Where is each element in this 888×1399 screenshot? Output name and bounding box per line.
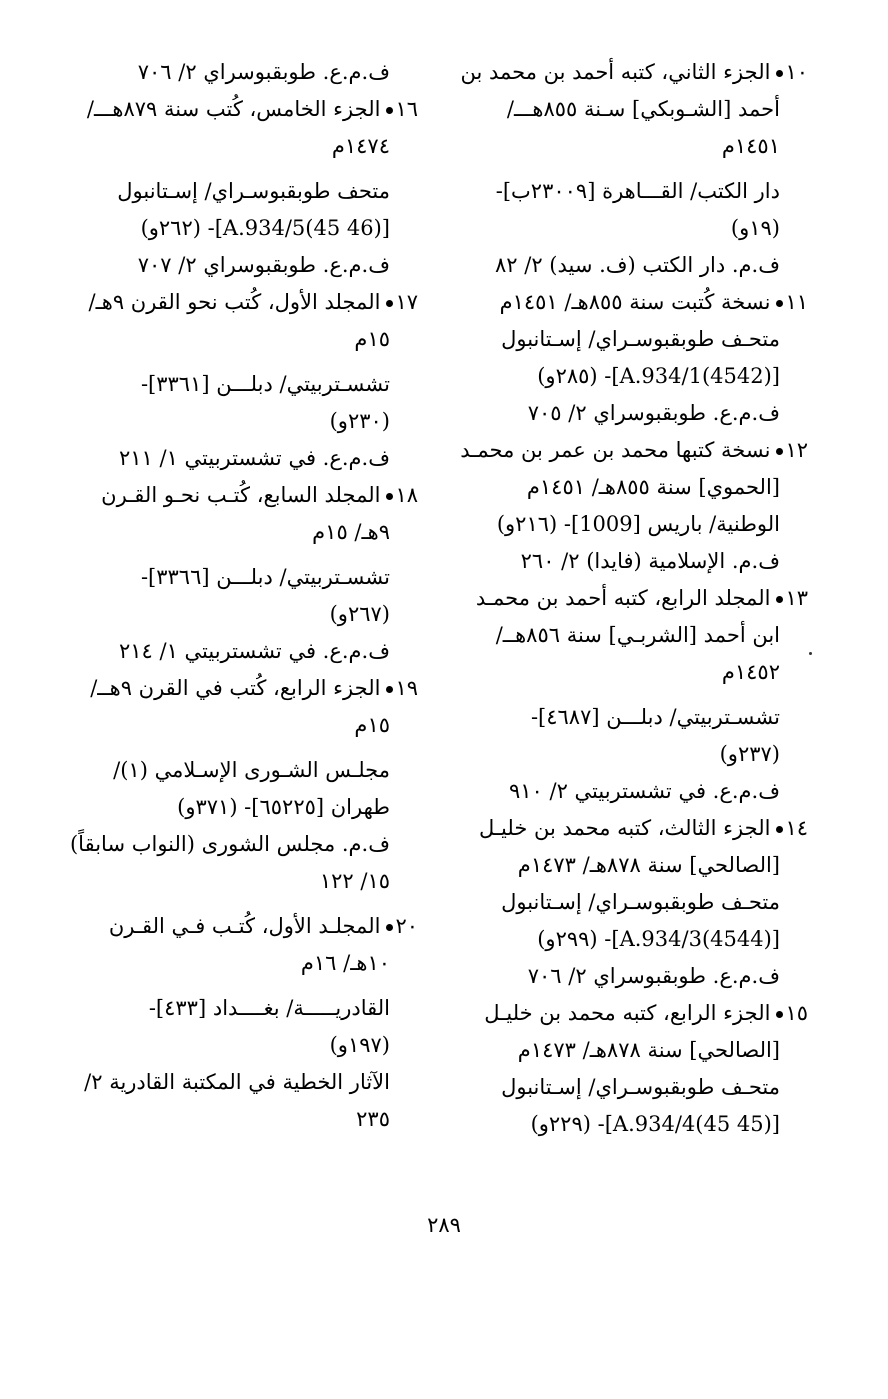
entry-line: الجزء الرابع، كُتب في القرن ٩هــ/ [90,676,381,700]
scan-speck [809,652,812,655]
entry-line: [الصالحي] سنة ٨٧٨هـ/ ١٤٧٣م [517,853,780,877]
entry-line: ١٤٥٢م [721,660,780,684]
bullet-icon [776,300,783,307]
entry-line: ف.م.ع. طوبقبوسراي ٢/ ٧٠٦ [527,964,780,988]
entry-line: (١٩٧و) [329,1033,390,1057]
entry-line: ١٥م [354,327,390,351]
entry-number: ١٩ [395,676,418,700]
entry-line: ١٥/ ١٢٢ [319,869,390,893]
entry-line: الجزء الثالث، كتبه محمد بن خليـل [478,816,771,840]
catalog-entry-13 [448,580,808,810]
bullet-icon [776,1011,783,1018]
entry-line: الجزء الثاني، كتبه أحمد بن محمد بن [460,60,771,84]
entry-line: المجلد الأول، كُتب نحو القرن ٩هـ/ [88,290,381,314]
entry-line: (٢٣٧و) [719,742,780,766]
entry-line: متحـف طوبقبوسـراي/ إسـتانبول [501,890,780,914]
entry-line: الآثار الخطية في المكتبة القادرية ٢/ [84,1070,390,1094]
entry-number: ١٣ [785,586,808,610]
entry-line: ١٤٥١م [721,134,780,158]
catalog-entry-17 [73,284,418,477]
entry-number: ١٧ [395,290,418,314]
entry-line: طهران [٦٥٢٢٥]- (٣٧١و) [177,795,390,819]
entry-line: مجلـس الشـورى الإسـلامي (١)/ [113,758,390,782]
entry-line: تشسـتربيتي/ دبلـــن [٤٦٨٧]- [530,705,780,729]
entry-line: تشسـتربيتي/ دبلـــن [٣٣٦٦]- [140,565,390,589]
entry-line: ف.م.ع. في تشستربيتي ١/ ٢١٤ [118,639,390,663]
page-number: ٢٨٩ [427,1213,461,1237]
bullet-icon [386,924,393,931]
entry-line: [الحموي] سنة ٨٥٥هـ/ ١٤٥١م [526,475,780,499]
entry-line: الجزء الخامس، كُتب سنة ٨٧٩هـــ/ [86,97,381,121]
entry-number: ١٨ [395,483,418,507]
entry-line: الجزء الرابع، كتبه محمد بن خليـل [484,1001,771,1025]
entry-line: متحـف طوبقبوسـراي/ إسـتانبول [501,1075,780,1099]
entry-number: ١١ [785,290,808,314]
entry-line: [A.934/1(4542)]- (٢٨٥و) [537,364,780,388]
entry-line: المجلـد الأول، كُتـب فـي القـرن [108,914,381,938]
entry-line: ف.م.ع. طوبقبوسراي ٢/ ٧٠٧ [137,253,390,277]
entry-line: [A.934/4(45 45)]- (٢٢٩و) [530,1112,780,1136]
entry-line: (١٩و) [730,216,780,240]
entry-line: ف.م. الإسلامية (فايدا) ٢/ ٢٦٠ [520,549,780,573]
catalog-entry-14 [448,810,808,995]
catalog-entry-10 [448,54,808,284]
catalog-entry-15 [448,995,808,1143]
entry-line: ف.م.ع. في تشستربيتي ١/ ٢١١ [118,446,390,470]
entry-line: متحـف طوبقبوسـراي/ إسـتانبول [501,327,780,351]
catalog-entry-11 [448,284,808,432]
catalog-entry-20 [73,908,418,1138]
entry-number: ١٦ [395,97,418,121]
entry-line: المجلد الرابع، كتبه أحمد بن محمـد [475,586,771,610]
entry-line: ف.م.ع. في تشستربيتي ٢/ ٩١٠ [508,779,780,803]
entry-line: (٢٦٧و) [329,602,390,626]
entry-number: ٢٠ [395,914,418,938]
catalog-entry-18 [73,477,418,670]
entry-line: [A.934/3(4544)]- (٢٩٩و) [537,927,780,951]
entry-line: (٢٣٠و) [329,409,390,433]
entry-line: ١٤٧٤م [331,134,390,158]
entry-line: ف.م. دار الكتب (ف. سيد) ٢/ ٨٢ [494,253,780,277]
entry-line: ٢٣٥ [356,1107,390,1131]
catalog-entry-19 [69,670,418,900]
entry-line: ١٠هـ/ ١٦م [300,951,390,975]
entry-line: المجلد السابع، كُتـب نحـو القـرن [101,483,381,507]
entry-line: دار الكتب/ القـــاهرة [٢٣٠٠٩ب]- [495,179,780,203]
left-column [69,54,418,1138]
entry-line: ف.م. مجلس الشورى (النواب سابقاً) [69,832,390,856]
entry-line: نسخة كتبها محمد بن عمر بن محمـد [460,438,771,462]
entry-line: ابن أحمد [الشربـي] سنة ٨٥٦هــ/ [495,623,780,647]
entry-number: ١٥ [785,1001,808,1025]
entry-line: ٩هـ/ ١٥م [312,520,390,544]
entry-line: أحمد [الشـوبكي] سـنة ٨٥٥هـــ/ [506,97,780,121]
entry-line: القادريـــــة/ بغــــداد [٤٣٣]- [148,996,390,1020]
catalog-entry-16 [73,91,418,284]
entry-number: ١٤ [785,816,808,840]
bullet-icon [386,493,393,500]
bullet-icon [776,596,783,603]
bullet-icon [776,70,783,77]
catalog-entry-12 [448,432,808,580]
bullet-icon [386,686,393,693]
entry-line: متحف طوبقبوسـراي/ إسـتانبول [117,179,390,203]
entry-line: ف.م.ع. طوبقبوسراي ٢/ ٧٠٦ [137,60,390,84]
entry-line: تشسـتربيتي/ دبلـــن [٣٣٦١]- [140,372,390,396]
bullet-icon [386,107,393,114]
entry-line: [A.934/5(45 46)]- (٢٦٢و) [140,216,390,240]
entry-line: نسخة كُتبت سنة ٨٥٥هـ/ ١٤٥١م [499,290,771,314]
bullet-icon [776,826,783,833]
entry-line: ف.م.ع. طوبقبوسراي ٢/ ٧٠٥ [527,401,780,425]
entry-number: ١٠ [785,60,808,84]
entry-number: ١٢ [785,438,808,462]
entry-line: الوطنية/ باريس [1009]- (٢١٦و) [496,512,780,536]
right-column [448,54,808,1143]
entry-line: ١٥م [354,713,390,737]
bullet-icon [386,300,393,307]
bullet-icon [776,448,783,455]
entry-line: [الصالحي] سنة ٨٧٨هـ/ ١٤٧٣م [517,1038,780,1062]
